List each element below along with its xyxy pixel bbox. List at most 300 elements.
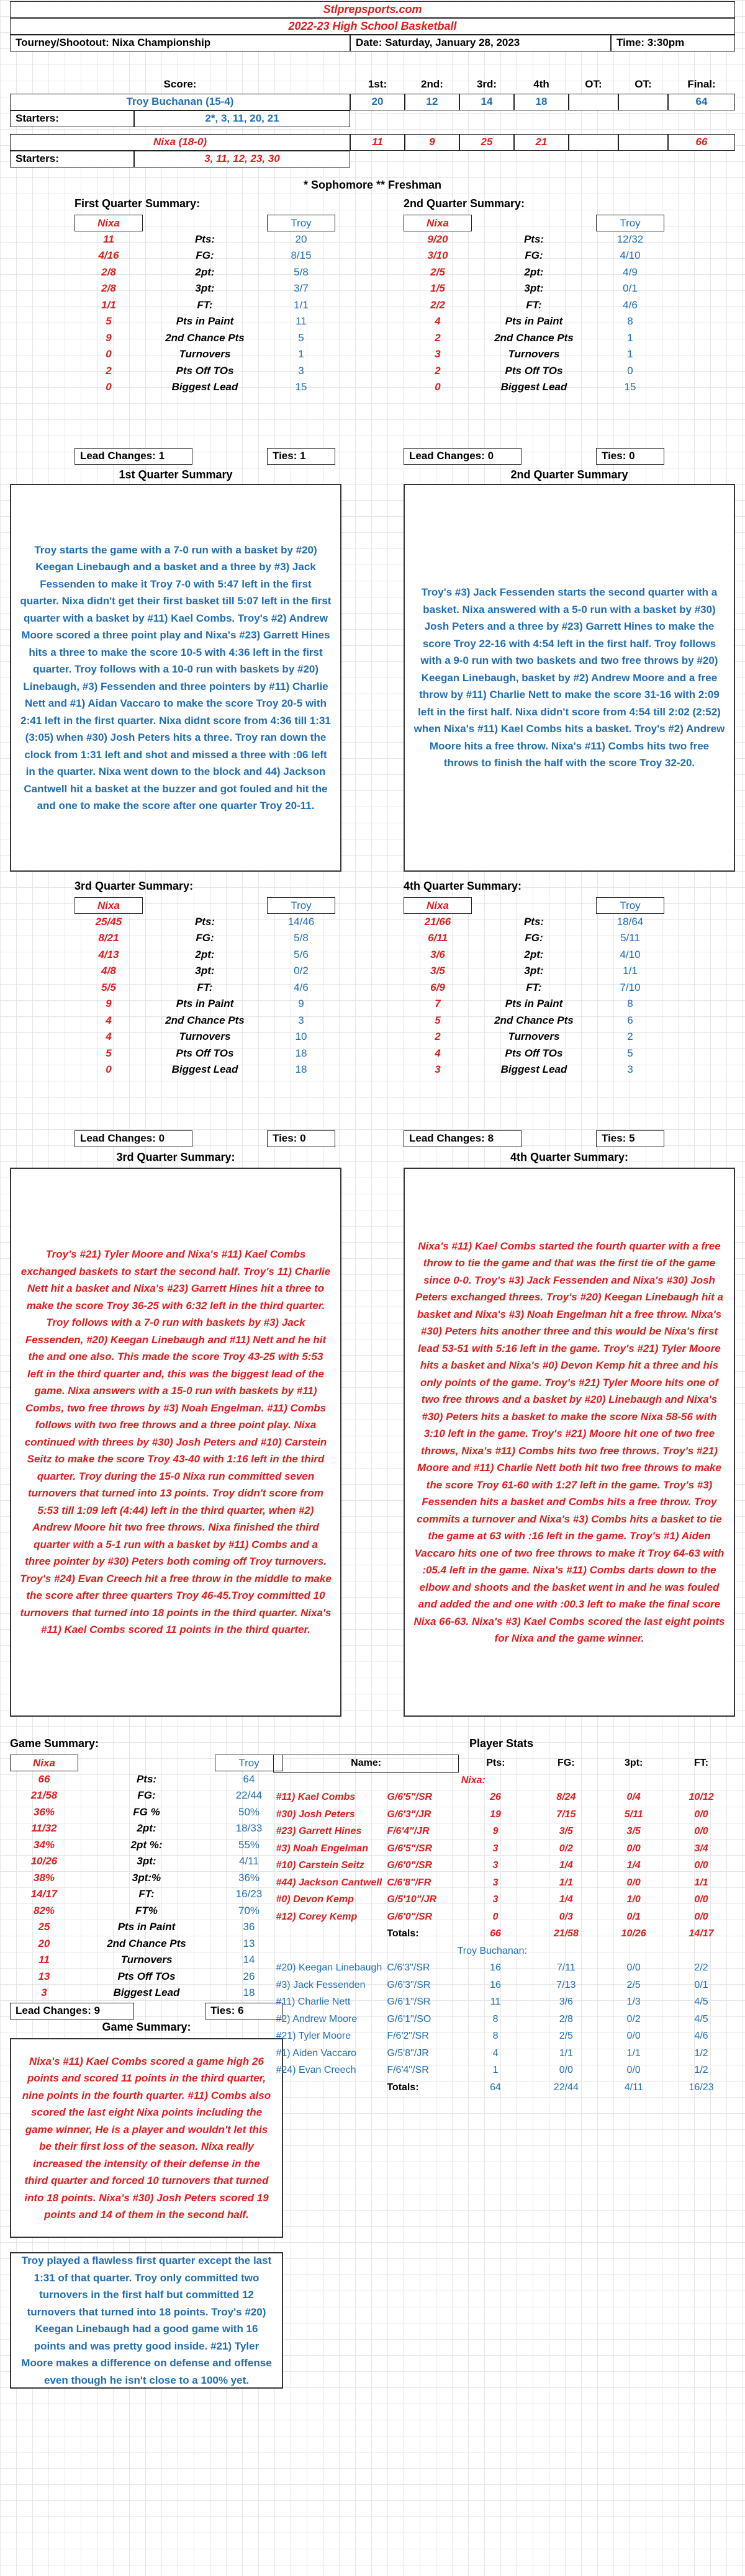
troy-value: 4/10 xyxy=(620,249,641,261)
player-ft: 0/1 xyxy=(694,1979,708,1990)
stat-row xyxy=(10,1969,283,1985)
nixa-value: 5 xyxy=(435,1014,441,1026)
stat-name: 2nd Chance Pts xyxy=(494,331,574,344)
spacer xyxy=(143,215,267,231)
final-score: 66 xyxy=(668,134,735,151)
troy-value: 3 xyxy=(298,364,304,377)
quarter-summary-title: 2nd Quarter Summary xyxy=(510,468,628,481)
player-3pt: 0/0 xyxy=(626,1877,641,1888)
quarter-score xyxy=(569,94,618,110)
quarter-score xyxy=(569,134,618,151)
stat-name: Biggest Lead xyxy=(171,1063,238,1075)
player-ft: 2/2 xyxy=(694,1962,708,1974)
player-ft: 0/0 xyxy=(694,1911,708,1922)
nixa-value: 1/1 xyxy=(101,298,116,311)
player-position: G/6'1"/SR xyxy=(387,1997,431,2008)
troy-value: 5/8 xyxy=(294,266,309,278)
nixa-value: 25/45 xyxy=(95,915,122,928)
spacer xyxy=(600,1943,667,1960)
stat-row xyxy=(404,914,664,931)
game-date: Date: Saturday, January 28, 2023 xyxy=(350,35,611,51)
nixa-value: 34% xyxy=(33,1838,55,1851)
troy-value: 55% xyxy=(238,1838,260,1851)
quarter-score: 20 xyxy=(350,94,405,110)
player-fg: 0/3 xyxy=(559,1911,573,1922)
stat-row xyxy=(74,363,335,380)
troy-value: 4/11 xyxy=(239,1855,259,1867)
troy-value: 3 xyxy=(298,1014,304,1026)
quarter-summary-title: 3rd Quarter Summary: xyxy=(116,1151,235,1163)
player-position: G/6'3"/SR xyxy=(387,1979,431,1990)
stat-name: 2nd Chance Pts xyxy=(107,1937,186,1949)
quarter-title: First Quarter Summary: xyxy=(74,197,201,210)
stat-name: Pts: xyxy=(523,915,544,928)
lead-changes: Lead Changes: 0 xyxy=(74,1130,192,1147)
nixa-game-summary xyxy=(10,2038,283,2238)
nixa-value: 21/58 xyxy=(30,1789,58,1801)
nixa-value: 0 xyxy=(106,348,112,360)
header-3pt: 3pt: xyxy=(625,1758,643,1769)
nixa-label: Nixa xyxy=(74,215,143,231)
stat-row xyxy=(10,1820,283,1837)
nixa-value: 0 xyxy=(106,381,112,393)
quarter-stats-table xyxy=(74,215,335,396)
troy-value: 1/1 xyxy=(294,298,309,311)
player-pts: 26 xyxy=(490,1792,501,1803)
stat-row xyxy=(74,914,335,931)
table-header xyxy=(10,1755,283,1771)
stat-name: Biggest Lead xyxy=(113,1987,180,1998)
nixa-value: 2 xyxy=(435,1031,441,1042)
stat-row xyxy=(10,1936,283,1952)
troy-value: 4/9 xyxy=(623,266,638,278)
summary-paragraph: Nixa's #11) Kael Combs started the fourth quarter with a free throw to tie the game and that was the first tie of the game since 0-0. Troy's #3) Jack Fessenden and Nixa's #30) Josh Peters exchanged threes. Troy's #20) Keegan Linebaugh hit a basket and Nixa's #3) Noah Engelman hit a free throw. Nixa's #30) Peters hits another three and this would be Nixa's first lead 53-51 with 5:16 left in the game. Troy's #21) Tyler Moore hits a basket and Nixa's #0) Devon Kemp hit a three and his only points of the game. Troy's #21) Tyler Moore hits one of two free throws and a basket by #20) Linebaugh and Nixa's #30) Peters hits a basket to make the score Nixa 58-56 with 3:10 left in the game. Troy's #21) Moore hit one of two free throws, Nixa's #11) Combs hits two free throws. Troy's #21) Moore and #11) Charlie Nett both hit two free throws to make the score Troy 61-60 with 1:27 left in the game. Troy's #3) Fessenden hits a basket and Combs hits a free throw. Troy commits a turnover and Nixa's #3) Combs hits a basket to tie the game at 63 with :16 left in the game. Troy's #1) Aiden Vaccaro hits one of two free throws to make it Troy 64-63 with :05.4 left in the game. Nixa's #11) Combs darts down to the elbow and shoots and the basket went in and he was fouled and added the and one with :00.3 left to make the final score Nixa 66-63. Nixa's #3) Kael Combs scored the last eight points for Nixa and the game winner. xyxy=(413,1240,725,1644)
score-header: Score: xyxy=(163,78,197,90)
stat-name: Turnovers xyxy=(120,1954,173,1966)
stat-name: Turnovers xyxy=(179,348,231,360)
stat-row xyxy=(10,1919,283,1936)
player-position: G/6'5"/SR xyxy=(387,1792,433,1803)
starters-list: 3, 11, 12, 23, 30 xyxy=(134,151,350,168)
quarter-score: 18 xyxy=(514,94,569,110)
stat-name: FG: xyxy=(525,932,543,944)
stat-name: FG % xyxy=(133,1805,160,1818)
stat-row xyxy=(74,264,335,281)
table-row xyxy=(274,2079,736,2096)
troy-value: 4/6 xyxy=(623,298,638,311)
stat-row xyxy=(74,231,335,248)
player-ft: 3/4 xyxy=(694,1843,708,1854)
player-pts: 1 xyxy=(492,2065,499,2076)
player-name: #21) Tyler Moore xyxy=(276,2031,351,2042)
troy-value: 3/7 xyxy=(294,282,309,294)
troy-value: 13 xyxy=(243,1937,255,1949)
stat-name: FT: xyxy=(138,1888,155,1900)
troy-value: 8/15 xyxy=(291,249,312,261)
stat-name: FG: xyxy=(137,1789,156,1801)
nixa-value: 4/16 xyxy=(98,249,119,261)
player-3pt: 5/11 xyxy=(624,1809,643,1820)
troy-label: Troy xyxy=(596,897,664,914)
stat-name: Pts Off TOs xyxy=(505,1047,563,1059)
stat-row xyxy=(404,330,664,347)
player-ft: 0/0 xyxy=(694,1860,708,1871)
player-3pt: 0/2 xyxy=(626,2013,641,2024)
player-name: #11) Kael Combs xyxy=(276,1792,356,1803)
player-fg: 3/6 xyxy=(559,1997,573,2008)
stat-name: FT: xyxy=(197,298,213,311)
quarter-stats-table xyxy=(404,897,664,1078)
spacer xyxy=(274,2079,385,2096)
stat-name: FT: xyxy=(526,981,542,993)
stat-name: Pts: xyxy=(194,233,215,245)
player-pts: 16 xyxy=(490,1979,501,1990)
stat-row xyxy=(404,996,664,1013)
stat-row xyxy=(10,1837,283,1854)
spacer xyxy=(667,1772,735,1789)
player-name: #44) Jackson Cantwell xyxy=(276,1877,382,1888)
player-position: G/6'1"/SO xyxy=(387,2013,431,2024)
stat-row xyxy=(74,947,335,964)
nixa-value: 25 xyxy=(38,1921,50,1933)
nixa-value: 3/10 xyxy=(427,249,448,261)
player-position: F/6'2"/SR xyxy=(387,2031,429,2042)
stat-row xyxy=(74,1013,335,1029)
nixa-value: 9 xyxy=(106,331,112,344)
troy-value: 5 xyxy=(298,331,304,344)
stat-row xyxy=(10,1771,283,1788)
stat-name: Pts Off TOs xyxy=(176,1047,234,1059)
table-row xyxy=(274,1755,736,1773)
stat-name: 2pt: xyxy=(195,948,215,960)
ties: Ties: 0 xyxy=(596,448,664,465)
player-name: #12) Corey Kemp xyxy=(276,1911,358,1922)
player-pts: 8 xyxy=(492,2031,499,2042)
player-ft: 0/0 xyxy=(694,1826,708,1837)
player-position: G/6'0"/SR xyxy=(387,1911,433,1922)
stat-name: 2pt: xyxy=(524,948,544,960)
nixa-value: 5 xyxy=(106,1047,112,1059)
player-3pt: 1/4 xyxy=(626,1860,641,1871)
stat-name: Pts in Paint xyxy=(117,1921,176,1933)
quarter-summary-text xyxy=(404,484,735,872)
troy-label: Troy xyxy=(267,215,335,231)
nixa-team-label: Nixa: xyxy=(461,1774,485,1786)
player-fg: 0/2 xyxy=(559,1843,573,1854)
quarter-title: 4th Quarter Summary: xyxy=(404,880,522,892)
troy-game-summary xyxy=(10,2252,283,2389)
stat-name: 3pt: xyxy=(524,965,544,977)
stat-name: 3pt: xyxy=(195,965,215,977)
troy-value: 0/2 xyxy=(294,965,309,977)
player-fg: 1/1 xyxy=(559,1877,573,1888)
spacer xyxy=(274,1943,385,1960)
stat-row xyxy=(10,1787,283,1804)
player-3pt: 0/1 xyxy=(626,1911,641,1922)
player-pts: 0 xyxy=(492,1911,499,1922)
troy-value: 18/33 xyxy=(235,1822,263,1834)
stat-name: FT: xyxy=(197,981,213,993)
troy-value: 15 xyxy=(295,381,307,393)
stat-name: Pts Off TOs xyxy=(176,364,234,377)
troy-value: 0 xyxy=(627,364,633,377)
player-3pt: 0/0 xyxy=(626,1843,641,1854)
stat-row xyxy=(10,1870,283,1887)
nixa-value: 3 xyxy=(41,1987,47,1998)
player-pts: 16 xyxy=(490,1962,501,1974)
stat-name: Biggest Lead xyxy=(500,381,567,393)
stat-row xyxy=(74,1045,335,1062)
table-row xyxy=(274,2011,736,2028)
stat-name: 3pt: xyxy=(195,282,215,294)
total-pts: 66 xyxy=(490,1928,501,1939)
troy-value: 15 xyxy=(624,381,636,393)
nixa-value: 9 xyxy=(106,998,112,1009)
stat-name: FT: xyxy=(526,298,542,311)
player-name: #3) Noah Engelman xyxy=(276,1843,368,1854)
player-fg: 7/11 xyxy=(556,1962,576,1974)
nixa-value: 7 xyxy=(435,998,441,1009)
table-header xyxy=(404,215,664,231)
nixa-value: 66 xyxy=(38,1773,50,1785)
nixa-value: 2/5 xyxy=(430,266,445,278)
player-fg: 2/8 xyxy=(559,2013,573,2024)
quarter-title: 2nd Quarter Summary: xyxy=(404,197,525,210)
troy-value: 18 xyxy=(243,1987,255,1998)
player-pts: 11 xyxy=(490,1997,501,2008)
stat-name: Pts in Paint xyxy=(176,315,234,327)
table-row xyxy=(274,2045,736,2062)
stat-name: 3pt: xyxy=(524,282,544,294)
player-3pt: 3/5 xyxy=(626,1826,641,1837)
player-position: G/6'5"/SR xyxy=(387,1843,433,1854)
quarter-summary-title: 1st Quarter Summary xyxy=(119,468,233,481)
stat-row xyxy=(74,963,335,980)
troy-value: 8 xyxy=(627,998,633,1009)
spacer xyxy=(274,1926,385,1943)
stat-row xyxy=(74,1029,335,1045)
nixa-value: 2/8 xyxy=(101,266,116,278)
player-3pt: 0/4 xyxy=(626,1792,641,1803)
player-name: #11) Charlie Nett xyxy=(276,1997,351,2008)
player-pts: 19 xyxy=(490,1809,501,1820)
nixa-value: 11/32 xyxy=(31,1822,57,1834)
player-3pt: 0/0 xyxy=(626,2031,641,2042)
troy-value: 4/6 xyxy=(294,981,309,993)
player-ft: 1/2 xyxy=(694,2047,708,2059)
table-row xyxy=(274,2062,736,2080)
stat-name: Pts: xyxy=(523,233,544,245)
header-ft: FT: xyxy=(694,1758,709,1769)
player-fg: 8/24 xyxy=(556,1792,576,1803)
troy-value: 3 xyxy=(627,1063,633,1075)
player-fg: 1/4 xyxy=(559,1860,573,1871)
quarter-score: 9 xyxy=(405,134,459,151)
lead-changes: Lead Changes: 8 xyxy=(404,1130,522,1147)
nixa-label: Nixa xyxy=(74,897,143,914)
stat-name: 2pt %: xyxy=(130,1838,163,1851)
troy-label: Troy xyxy=(267,897,335,914)
player-fg: 7/15 xyxy=(556,1809,576,1820)
quarter-summary-title: 4th Quarter Summary: xyxy=(510,1151,629,1163)
table-header xyxy=(74,215,335,231)
stat-row xyxy=(74,346,335,363)
player-ft: 0/0 xyxy=(694,1809,708,1820)
stat-name: Biggest Lead xyxy=(500,1063,567,1075)
stat-name: 2pt: xyxy=(524,266,544,278)
troy-value: 9 xyxy=(298,998,304,1009)
spacer xyxy=(600,1772,667,1789)
stat-name: Pts: xyxy=(194,915,215,928)
quarter-score xyxy=(618,134,668,151)
nixa-value: 3/5 xyxy=(430,965,445,977)
stat-name: FG: xyxy=(196,249,214,261)
total-3pt: 4/11 xyxy=(624,2082,643,2093)
summary-paragraph: Nixa's #11) Kael Combs scored a game high 26 points and scored 11 points in the third quarter, nine points in the fourth quarter. #11) Combs also scored the last eight Nixa points including the game winner, He is a player and wouldn't let this be their first loss of the season. Nixa really increased the intensity of their defense in the third quarter and forced 10 turnovers that turned into 18 points. Nixa's #30) Josh Peters scored 19 points and 14 of them in the second half. xyxy=(22,2055,271,2220)
table-row xyxy=(274,1806,736,1823)
stat-row xyxy=(74,313,335,330)
spacer xyxy=(143,897,267,914)
stat-row xyxy=(74,379,335,396)
ties: Ties: 6 xyxy=(205,2003,283,2019)
player-fg: 1/4 xyxy=(559,1894,573,1905)
score-header: 4th xyxy=(533,78,549,90)
nixa-value: 4 xyxy=(435,1047,441,1059)
team-name: Nixa (18-0) xyxy=(10,134,350,151)
troy-value: 5/6 xyxy=(294,948,309,960)
tourney-name: Tourney/Shootout: Nixa Championship xyxy=(10,35,350,51)
stat-name: 3pt:% xyxy=(132,1871,161,1884)
table-header xyxy=(404,897,664,914)
stat-row xyxy=(404,963,664,980)
troy-value: 5/11 xyxy=(620,932,640,944)
troy-value: 20 xyxy=(295,233,307,245)
nixa-value: 4/13 xyxy=(98,948,119,960)
player-name: #2) Andrew Moore xyxy=(276,2013,358,2024)
quarter-title: 3rd Quarter Summary: xyxy=(74,880,194,892)
stat-name: Turnovers xyxy=(508,1031,560,1042)
troy-value: 26 xyxy=(243,1970,255,1982)
nixa-label: Nixa xyxy=(10,1755,78,1771)
stat-name: Biggest Lead xyxy=(171,381,238,393)
nixa-value: 9/20 xyxy=(427,233,448,245)
nixa-value: 2 xyxy=(435,331,441,344)
stat-name: Turnovers xyxy=(508,348,560,360)
stat-row xyxy=(404,947,664,964)
site-name[interactable]: Stlprepsports.com xyxy=(10,1,735,18)
stat-row xyxy=(10,1903,283,1920)
game-time: Time: 3:30pm xyxy=(611,35,735,51)
troy-value: 14 xyxy=(243,1954,255,1966)
player-name: #0) Devon Kemp xyxy=(276,1894,354,1905)
quarter-stats-table xyxy=(74,897,335,1078)
troy-value: 5 xyxy=(627,1047,633,1059)
stat-row xyxy=(74,980,335,996)
score-header: 1st: xyxy=(368,78,387,90)
stat-row xyxy=(74,1062,335,1078)
stat-row xyxy=(404,297,664,314)
nixa-value: 5 xyxy=(106,315,112,327)
nixa-value: 3/6 xyxy=(430,948,445,960)
player-ft: 4/6 xyxy=(694,2031,708,2042)
total-ft: 16/23 xyxy=(689,2082,714,2093)
stat-name: 2pt: xyxy=(137,1822,156,1834)
spacer xyxy=(667,1943,735,1960)
stat-name: FG: xyxy=(525,249,543,261)
starters-list: 2*, 3, 11, 20, 21 xyxy=(134,110,350,127)
stat-row xyxy=(404,280,664,297)
troy-value: 18 xyxy=(295,1063,307,1075)
player-name: #3) Jack Fessenden xyxy=(276,1979,366,1990)
stat-row xyxy=(10,1853,283,1870)
player-position: F/6'4"/SR xyxy=(387,2065,429,2076)
quarter-score: 12 xyxy=(405,94,459,110)
troy-value: 1 xyxy=(627,348,633,360)
stat-row xyxy=(10,1952,283,1969)
summary-paragraph: Troy played a flawless first quarter except the last 1:31 of that quarter. Troy only committed two turnovers in the first half but committed 12 turnovers that turned into 18 points. Troy's #20) Keegan Linebaugh had a good game with 16 points and was pretty good inside. #21) Tyler Moore makes a difference on defense and offense even though he isn't close to a 100% yet. xyxy=(21,2255,272,2386)
starters-label: Starters: xyxy=(10,151,134,168)
player-pts: 9 xyxy=(492,1826,499,1837)
player-name: #24) Evan Creech xyxy=(276,2065,356,2076)
player-stats-title: Player Stats xyxy=(469,1737,534,1750)
nixa-value: 8/21 xyxy=(98,932,119,944)
stat-row xyxy=(74,248,335,264)
stat-row xyxy=(404,248,664,264)
troy-value: 1/1 xyxy=(623,965,638,977)
nixa-value: 38% xyxy=(33,1871,55,1884)
table-row xyxy=(274,1840,736,1858)
nixa-value: 6/11 xyxy=(428,932,448,944)
score-header: 2nd: xyxy=(421,78,443,90)
troy-value: 11 xyxy=(296,315,307,327)
table-row xyxy=(274,1789,736,1807)
nixa-label: Nixa xyxy=(404,215,472,231)
final-score: 64 xyxy=(668,94,735,110)
player-position: F/6'4"/JR xyxy=(387,1826,430,1837)
lead-changes: Lead Changes: 9 xyxy=(10,2003,134,2019)
stat-name: FG: xyxy=(196,932,214,944)
player-pts: 3 xyxy=(492,1894,499,1905)
quarter-summary-text xyxy=(404,1168,735,1717)
troy-value: 18/64 xyxy=(616,915,644,928)
troy-value: 4/10 xyxy=(620,948,641,960)
starters-label: Starters: xyxy=(10,110,134,127)
stat-name: Turnovers xyxy=(179,1031,231,1042)
nixa-value: 11 xyxy=(38,1954,50,1966)
player-name: #20) Keegan Linebaugh xyxy=(276,1962,382,1974)
nixa-value: 3 xyxy=(435,1063,441,1075)
troy-value: 14/46 xyxy=(287,915,315,928)
nixa-value: 13 xyxy=(38,1970,50,1982)
player-pts: 3 xyxy=(492,1877,499,1888)
header-fg: FG: xyxy=(558,1758,575,1769)
stat-row xyxy=(10,1985,283,2001)
quarter-score: 14 xyxy=(459,94,514,110)
troy-value: 0/1 xyxy=(623,282,638,294)
score-header: OT: xyxy=(585,78,602,90)
player-ft: 4/5 xyxy=(694,1997,708,2008)
stat-row xyxy=(404,1013,664,1029)
totals-label: Totals: xyxy=(387,2082,419,2093)
player-ft: 0/0 xyxy=(694,1894,708,1905)
stat-row xyxy=(10,1886,283,1903)
troy-value: 5/8 xyxy=(294,932,309,944)
troy-value: 2 xyxy=(627,1031,633,1042)
nixa-value: 4 xyxy=(106,1031,112,1042)
game-stats-table xyxy=(10,1755,283,2001)
quarter-score: 21 xyxy=(514,134,569,151)
player-3pt: 0/0 xyxy=(626,1962,641,1974)
